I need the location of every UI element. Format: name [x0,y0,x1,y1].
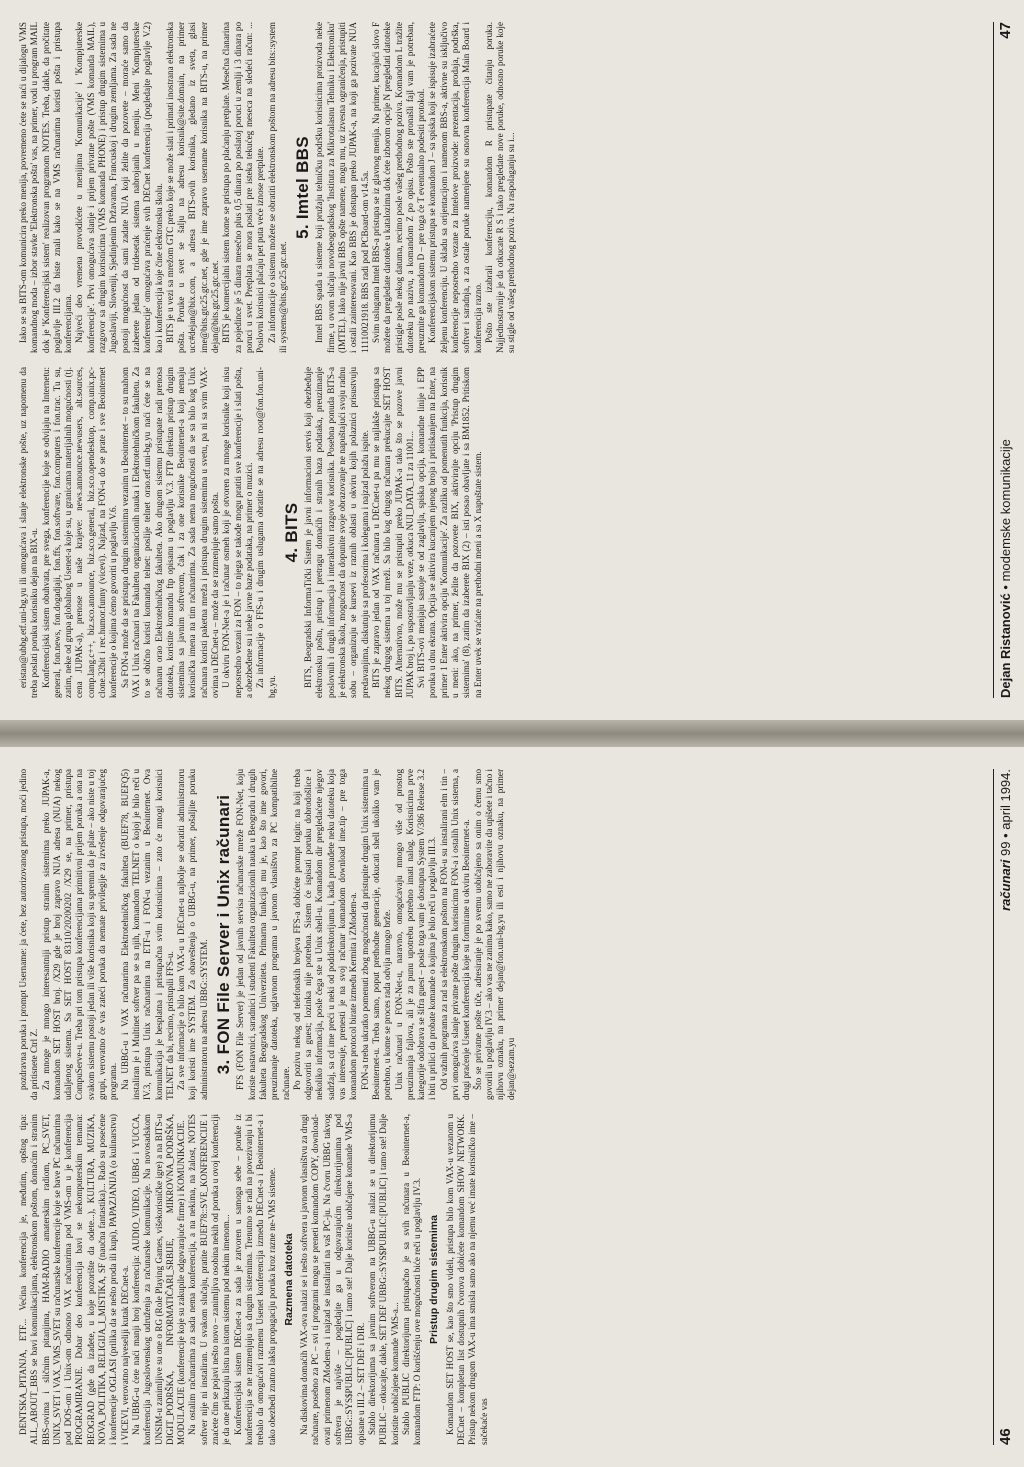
paragraph: Stablo PUBLIC direktorijuma pristupačno je sa svih računara u Beointernet-a, komandom FTP: O korišćenju ove mogućnosti biće reči u poglavlju IV.3. [400,1114,423,1445]
page-46 [0,747,1024,1467]
paragraph: BITS je zapravo jedan od VAX računara u DECnet-u pa mu se najlakše pristupa sa nekog drugog sistema u toj mreži. Sa bilo kog drugog računara prekucajte SET HOST BITS. Alternativno, može mu se pristupiti preko JUPAK-a tako što se pozove javni JUPAK broj i, po uspostavljanju veze, otkuca NUI_DATA_11 za 11001... [370,367,415,698]
paragraph: BITS je u vezi sa mrežom GTC preko koje se može slati i primati inostrana elektronska pošta. Poruke u svet se šalju na adresu korisnik@site.domain, na primer ucc#dejan@bix.com, a adresa BITS-ovih korisnika, gledano iz sveta, glasi ime@bits.gtc25.gtc.net, gde je ime zapravo username korisnika na BITS-u, na primer dejan@bits.gtc25.gtc.net. [164,22,221,353]
page-47 [0,0,1024,720]
paragraph: Sa FON-a može da se pristupa drugim sistemima vezanim u Beointernet – to su mahom VAX i Unix računari na Fakultetu organizacionih nauka i Elektrotehničkom fakultetu. Za to se obično koristi komanda telnet: poslije telnet orao.etf.uni-bg.yu naći ćete se na računaru orao Elektrotehničkog fakulteta. Ako drugom sistemu pristupate radi prenosa datoteka, koristite komandu ftp opisanu u poglavlju V.3. FTP direktan pristup drugim sistemima sa javnim softverom, čak i za one korisnike Beointernet-a koji nemaju korisnička imena na tim računarima. Za sada nema mogućnosti da se sa bilo kog Unix računara koristi paketna mreža i pristupa drugim sistemima u svetu, pa ni sa svim VAX-ovima u DECnet-u – može da se razmenjuje samo pošta. [119,367,221,698]
paragraph: Od važnih programa za rad sa elektronskom poštom na FON-u su instalirani elm i tin – prvi omogućava slanje privatne pošte drugim korisnicima FON-a i ostalih Unix sistema, a drugi praćenje Usenet konferencija koje su formirane u okviru Beointernet-a. [438,769,472,1100]
column-1 [18,1114,978,1445]
page-footer [993,769,1016,1445]
paragraph: Konferencijskom sistemu pristupa se komandom J – sa spiska koji se ispisuje izabraćete željenu konferenciju. U skladu sa orijentacijom i namenom BBS-a, aktivne su isključivo konferencije neposredno vezane za Imtelove proizvode: prezentacija, prodaja, podrška, softver i saradnja, a za ostale poruke namenjene su osnovna konferencija Main Board i konferencija razno. [427,22,483,353]
column-2 [18,769,978,1100]
paragraph: Na UBBG-u ćete naći manji broj konferencija: AUDIO_VIDEO, UBBG i YUCCA, konferencija Jugoslovenskog udruženja za računarske komunikacije. Na novosadskom UNSIM-u zanimljive su one o RG (Role Playing Games, višekorisničke igre) a na BITS-u DIGIT_PODRŠKA, INFORMATIČARI_SRBIJE, MIKROVNA_PODRŠKA, MODULACIJE (konferencije koje su zakupile odgovarajuće firme) i KOMUNIKACIJE. [130,1114,187,1445]
paragraph: Komandom SET HOST se, kao što smo videli, pristupa bilo kom VAX-u vezanom u DECnet – kompletan list dostupnih čvorova dobićete komandom SHOW NETWORK. Pristup nekom drugom VAX-u ima smisla samo ako na njemu već imate korisničko ime – sačekaće vas [444,1114,489,1445]
paragraph: Što se privatne pošte tiče, adresiranje je po svemu uobičajeno sa onim o čemu smo govorili u poglavlju IV.3 – ako vas ne zanima kako, samo ne zaboravite da upišete i tačno i njihovu oznaku, na primer dejan@fon.uni-bg.yu ili esti i njihovu oznaku, na primer dejan@sezam.yu [472,769,517,1100]
paragraph: Po pozivu nekog od telefonskih brojeva FFS-a dobićete prompt login: na koji treba odgovoriti sa guest; lozinka nije potrebna. Sistem će ispisati poruku dobrodošlice i nekoliko informacija, posle čega ste u Unix shell-u. Komandom dir pregledaćete njegov sadržaj, sa cd ime preći u neki od poddirektorijuma i, kada pronađete neku datoteku koja vas interesuje, prenesti je na svoj računar komandom download ime.tip – pre toga komandom protocol birate između Kermita i ZModem-a. [291,769,359,1100]
subheading-pristup-drugim-sistemima: Pristup drugim sistemima [428,1215,441,1344]
section-heading-fon-file-server: 3. FON File Server i Unix računari [214,794,234,1075]
paragraph: Za informacije o FFS-u i drugim uslugama obratite se na adresu root@fon.fon.uni-bg.yu. [255,367,277,698]
footer-publication: računari [997,859,1013,911]
paragraph: Stablo direktorijuma sa javnim softverom na UBBG-u nalazi se u direktorijumu PUBLIC – otkucajte, dakle, SET DEF UBBG::SYS$PUBLIC:[PUBLIC] i tamo ste! Dalje koristite uobičajene komande VMS-a... [366,1114,400,1445]
paragraph: U okviru FON-Net-a je i računar osmeh koji je otvoren za mnoge korisnike koji nisu neposredno vezani za FON – to njega se takođe mogu pratiti sve konferencije i slati pošta, a obezbeđene su i neke javne baze podataka, na primer o muzici. [221,367,254,698]
subheading-razmena-datoteka: Razmena datoteka [282,1233,295,1326]
binding-gutter [0,720,1024,747]
page-47-content [0,0,1024,720]
paragraph: Na diskovima domaćih VAX-ova nalazi se i nešto softvera u javnom vlasništvu za drugi računare, posebno za PC – svi ti programi mogu se preneti komandom COPY, download-ovati primenom ZModem-a i najzad se instalirati na vaš PC-ju. Na čvoru UBBG takvog softvera je najviše – pogledajte ga u odgovarajućim direktorijumima pod UBBG::SYS$PUBLIC:[PUBLIC] i tamo ste! Dalje korisite uobičajene komande VMS-a opisane u III.2 – SET DEF i DIR. [299,1114,366,1445]
footer-publication-info [998,769,1013,911]
section-heading-bits: 4. BITS [281,502,301,563]
paragraph: FON-a treba ukratko pomenuti zbog mogućnosti da pristupite drugim Unix sistemima u Beointernet-u. Treba samo, poput prethodne generacije, otkucati shell ukoliko vam je potrebno, u kome se proces rada odvija mnogo brže. [359,769,393,1100]
footer-author: Dejan Ristanović [997,593,1013,698]
paragraph: FFS (FON File Server) je jedan od javnih servisa računarske mreže FON-Net, koju koriste nastavnici, saradnici i studenti Fakulteta organizacionih nauka u Beogradu i drugih fakulteta Beogradskog Univerziteta. Primarna funkcija mu je, kao što ime govori, preuzimanje datoteka, uglavnom programa u javnom vlasništvu za PC kompatibilne računare. [235,769,291,1100]
footer-separator: • [997,585,1013,590]
section-heading-imtel: 5. Imtel BBS [293,136,313,239]
paragraph: Za sve informacije o bilo kom VAX-u u DECnet-u najbolje se obratiti administratoru koji koristi ime SYSTEM. Za obaveštenja o UBBG-u, na primer, pošaljite poruku administratoru na adresu UBBG::SYSTEM. [176,769,209,1100]
column-2 [18,22,978,353]
page-46-content [0,747,1024,1467]
paragraph: Pošto ste izabrali konferenciju, komandom R pristupate čitanju poruka. Najjednostavnije je da otkucate R S i tako pregledate nove poruke, odnosno poruke koje su stigle od vašeg prethodnog poziva. Na raspolaganju su i... [483,22,517,353]
paragraph: Konferencijski sistem obuhvata, pre svega, konferencije koje se odvijaju na Internetu: general, fon.news, fon.dogadjaji, fon.ffs, fon.software, fon.computers i fon.trac. Tu su, zatim, neke od grupa globalnog Usenet-a koje su, u granicama materijalnih mogućnosti (tj. cena JUPAK-a), prenose u naše krajeve: news.announce.newusers, alt.sources, comp.lang.c++, biz.sco.announce, biz.sco.general, biz.sco.opendesktop, comp.unix.pc-clone.32bit i rec.humor.funny (vicevi). Najzad, na FON-u do se prate i sve Beointernet konferencije o kojima ćemo govoriti u poglavlju V.6. [40,367,119,698]
paragraph: Na ostalim računarima za sada nema konferencija, a na nekima, na žalost, NOTES softver nije ni instaliran. U svakom slučaju, pratite BUEF78::SVE_KONFERENCIJE i znaćete čim se pojavi nešto novo – zanimljiva osobina nekih od poruka u ovoj konferenciji je da one prikazuju listu na istom sistemu pod nekim imenom... [187,1114,232,1445]
paragraph: Najveći deo vremena provodićete u menijima 'Komunikacije' i 'Kompjuterske konferencije'. Prvi omogućava slanje i prijem privatne pošte (VMS komanda MAIL), razgovor sa drugim korisnicima (VMS komanda PHONE) i pristup drugim sistemima u Jugoslaviji, Sloveniji, Sjedinjenim Državama, Francuskoj i drugim zemljama. Za sada ne postoji mogućnost da sami zadate NUA koji želite da pozovete – moraće samo da izaberete jedan od tridesetak sistema nabrojanih u meniju. Meni 'Kompjuterske konferencije' omogućava praćenje svih DECnet konferencija (pogledajte poglavlje V.2) kao i konferencija koje čine elektronsku školu. [74,22,164,353]
paragraph: Za mnoge je mnogo interesantniji pristup stranim sistemima preko JUPAK-a, komandom SET HOST broj. /X29 gde je broj zapravo NUA adresa (NUA) nekog udaljenog sistema. Sa SET HOST 83110/20200202 /X29 se, na primer, pristupa CompuServe-u. Treba pri tom pristupa konferencijama primitivni prijem poruka a ona na svakom sistemu postoji jedan ili više korisnika koji su spremni da je plate – ako niste u toj grupi, verovatno će vas zateći poruka da nemate privilegije za izvršenje odgovarajućeg programa. [40,769,119,1100]
page-footer [993,22,1016,698]
paragraph: Za informacije o sistemu možete se obratiti elektronskom poštom na adresu bits::system ili systems@bits.gtc25.gtc.net. [266,22,288,353]
footer-issue: 99 • april 1994. [997,769,1013,856]
footer-section: modemske komunikacije [997,439,1013,582]
paragraph: pozdravna poruka i prompt Username: ja ćete, bez autorizovanog pristupa, moći jedino da pritisnete Ctrl Z. [18,769,40,1100]
paragraph: DENTSKA_PITANJA, ETF... Većina konferencija je, međutim, opštog tipa: ALL_ABOUT_BBS se bavi komunikacijama, elektronskom poštom, domaćim i stranim BBS-ovima i sličnim pitanjima, HAM-RADIO amaterskim radiom, PC_SVET, UNIX_SVET i VAX_VMS_SVET su računarske konferencije koje se bave PC računarima pod DOS-om i Unix-om odnosno VAX računarima pod VMS-om u je konferencija PROGRAMIRANJE. Dobar deo konferencija bavi se nekomputerskim temama: BEOGRAD (gde da izađete, u koje pozorište da odete...), KULTURA, MUZIKA, NOVA_POLITIKA, RELIGIJA_I_MISTIKA, SF (naučna fantastika)... Rado su posećene i konferencije OGLASI (prilika da se nešto proda ili kupi), PAPAZJANIJA (o kulinarstvu) i VICEVI, verovatno najveseliji kutak DECnet-a. [18,1114,130,1445]
paragraph: Unix računari u FON-Net-u, naravno, omogućavaju mnogo više od prostog preuzimanja fajlova, ali je za punu upotrebu potrebno imati nalog. Korisnicima prve kategorije odobrava se šifra guest – posle toga vam je dostupna System V/386 Release 3.2 i biti u prilici da probate komande o kojima je bilo reči u poglavlju III.3. [393,769,438,1100]
paragraph: Svim uslugama Imtel BBS-a pristupa se iz glavnog menija. Na primer, kucajući slovo F možete da pregledate datoteke u katalozima dok ćete izborom opcije N pregledati datoteke pristigle posle nekog datuma, recimo posle vašeg prethodnog poziva. Komandom L tražite datoteku po nazivu, a komandom Z po opisu. Pošto ste pronašli fajl vam je potreban, preuzmite ga komandom D – pre toga će T eventualno podesiti protokol. [370,22,427,353]
paragraph: Imtel BBS spada u sisteme koji pružaju tehničku podršku korisnicima proizvoda neke firme, u ovom slučaju novobeogradskog 'Instituta za Mikrotalasnu Tehniku i Elektroniku' (IMTEL). Iako nije javni BBS opšte namene, mogu mu, uz izvesna ograničenja, pristupiti i ostali zainteresovani. Kao BBS je dostupan preko JUPAK-a, na koji ga pozivate NUA 11110021918. BBS radi pod PCBoard-om v14.5a. [314,22,370,353]
page-number: 47 [996,22,1014,39]
footer-author-section [998,439,1013,698]
paragraph: Iako se sa BITS-om komunicira preko menija, povremeno ćete se naći u dijalogu VMS komandnog moda – izbor stavke 'Elektronska pošta' vas, na primer, vodi u program MAIL dok je 'Konferencijski sistem' realizovan programom NOTES. Treba, dakle, da pročitate poglavlje III.2 da biste znali kako se na VMS računarima koristi pošta i pristupa konferencijama. [18,22,74,353]
paragraph: eristan@ubbg.etf.uni-bg.yu ili omogućava i slanje elektronske pošte, uz napomenu da treba poslati poruku korisniku dejan na BIX-u. [18,367,40,698]
paragraph: BITS, Beogradski InformaTički Sistem je javni informacioni servis koji obezbeđuje elektronsku poštu, pristup i pretragu domaćih i stranih baza podataka, preuzimanje poslovnih i drugih informacija i interaktivni razgovor korisnika. Posebna ponuda BITS-a je elektronska škola, mogućnost da dopunite svoje obrazovanje ne napuštajući svoju radnu sobu – organizuju se kursevi iz raznih oblasti u okviru kojih polaznici prisustvuju predavanjima, diskutuju sa profesorima i kolegama i najzad polažu ispite. [303,367,370,698]
paragraph: BITS je komercijalni sistem kome se pristupa po plaćanju pretplate. Mesečna članarina za pojedince je 5 dinara mesečno plus 0,5 dinara po poslatoj poruci u zemlji i 3 dinara po poruci u svet. Pretplata se mora poslati pre isteka tekućeg meseca na sledeći račun: ... Poslovni korisnici plaćaju pet puta veće iznose pretplate. [221,22,266,353]
paragraph: Konferencijski sistem DECnet-a za sada je zatvoren u samoga sebe – poruke iz konferencija se ne razmenjuju sa drugim sistemima. Trenutno se radi na povezivanju i bi trebalo da omogućavi razmenu Usenet konferencija između DECnet-a i Beointernet-a i tako obezbedi znatno lakšu propagaciju poruka kroz razne ne-VMS sisteme. [232,1114,277,1445]
column-1 [18,367,978,698]
paragraph: Na UBBG-u i VAX računarima Elektrotehničkog fakulteta (BUEF78, BUEFQ5) instaliran je i Multinet softver pa se sa njih, komandom TELNET o kojoj je bilo reči u IV.3, pristupa Unix računarima na ETF-u i FON-u vezanim u Beointernet. Ova komunikacija je besplatna i pristupačna svim korisnicima – zato će mnogi korisnici TELNET da bi, recimo, pristupili FFS-u. [119,769,175,1100]
paragraph: Svi BITS-ovi menjaju sastoje se od zaglavlja, spiska opcija, komandne linije i EPP poruka u dnu ekrana. Opcija se aktivira kucanjem njenog broja i pritiskanjem na Enter, na primer 1 Enter aktivira opciju 'Komunikacije'. Za razliku od pomenutih funkcija, korisnik u meni: ako, na primer, želite da pozovete BIX, aktivirajte opciju 'Pristup drugim sistemima' (8), zatim da izaberete BIX (2) – isti posao obavljate i sa BM1852. Pritiskom na Enter uvek se vraćate na prethodni meni a sa X napuštate sistem. [416,367,483,698]
page-number: 46 [996,1428,1014,1445]
